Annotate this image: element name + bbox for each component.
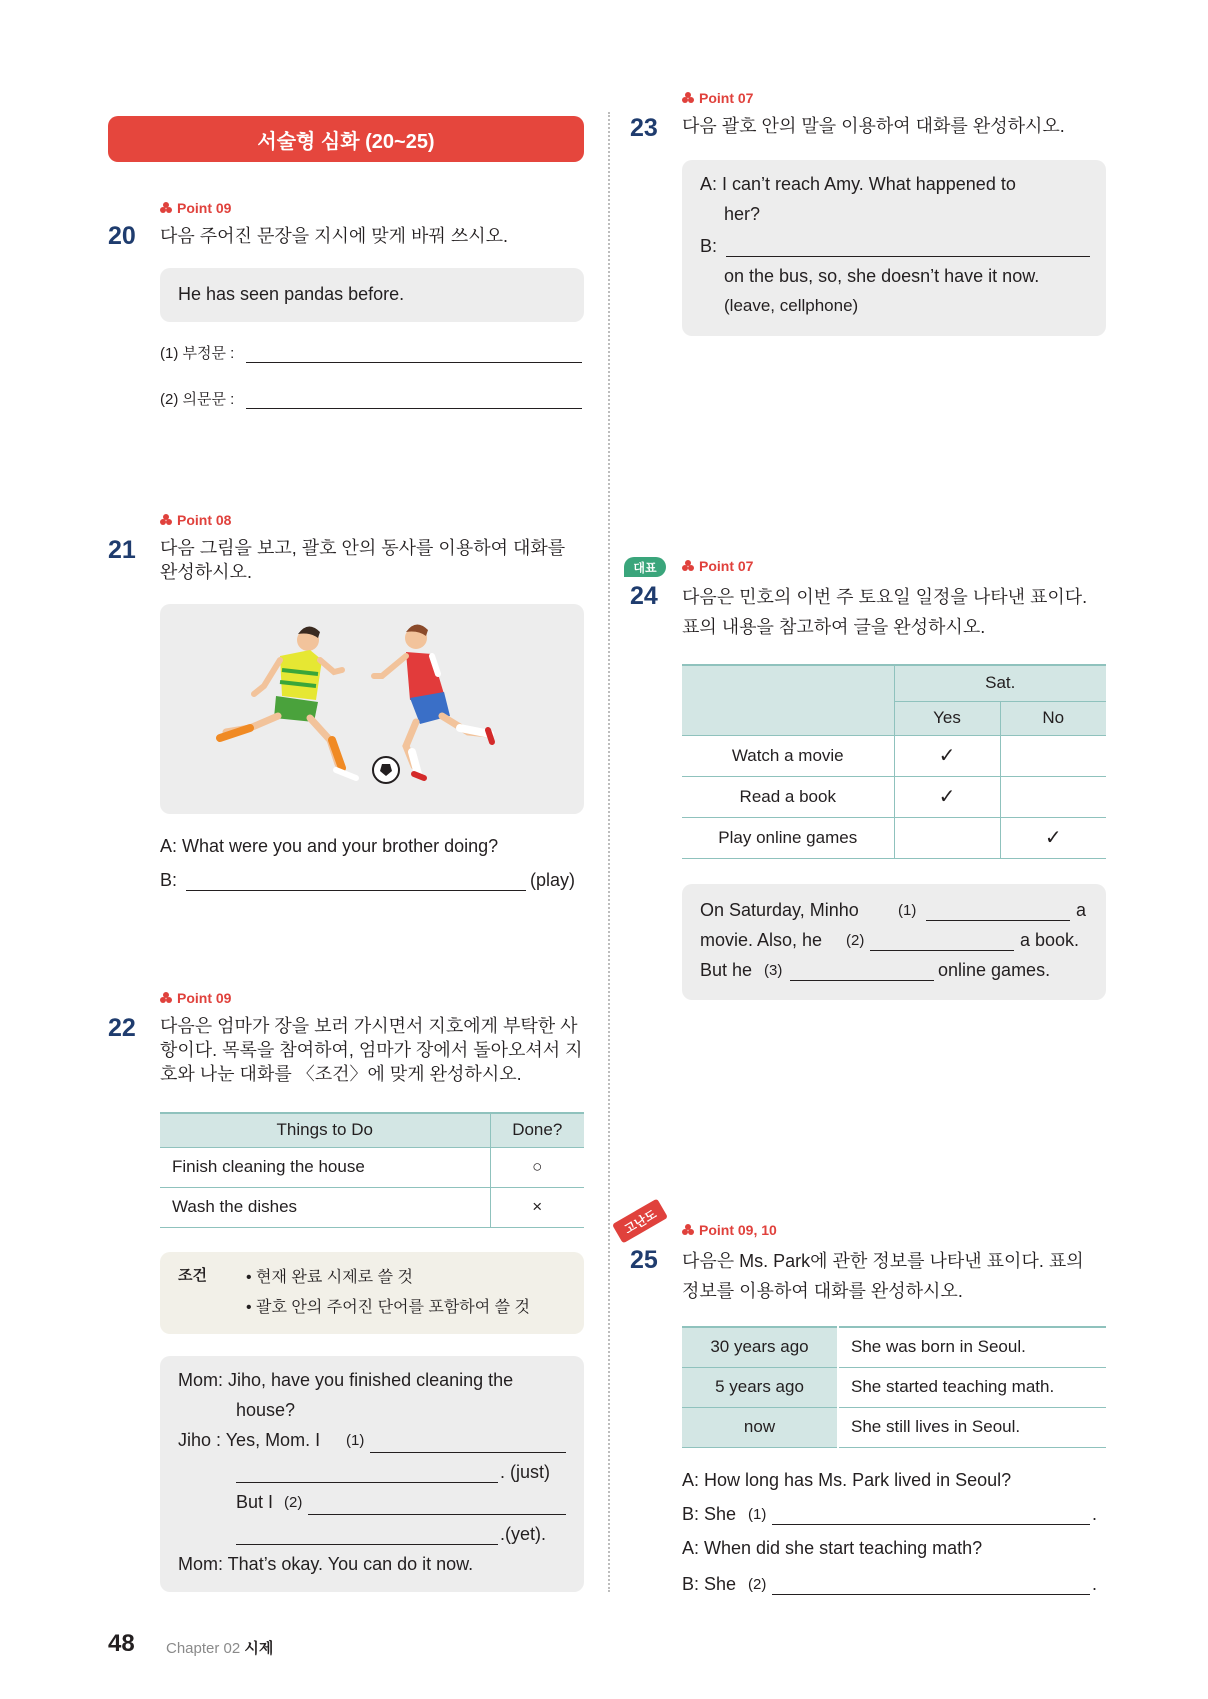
table-row xyxy=(160,1187,584,1227)
point-icon xyxy=(160,514,173,526)
dialog-line: A: How long has Ms. Park lived in Seoul? xyxy=(682,1470,1012,1490)
chapter-label xyxy=(166,1637,273,1658)
point-label: Point 07 xyxy=(699,558,754,574)
no-cell xyxy=(1000,735,1106,776)
item-label-question: (2) 의문문 : xyxy=(160,391,235,408)
period: . xyxy=(1092,1574,1098,1594)
dialog-line: Jiho : Yes, Mom. I xyxy=(178,1430,321,1450)
answer-blank[interactable] xyxy=(772,1524,1090,1525)
task-cell: Wash the dishes xyxy=(160,1187,490,1227)
question-line: 다음은 엄마가 장을 보러 가시면서 지호에게 부탁한 사 xyxy=(160,1016,578,1036)
blank-number: (1) xyxy=(898,902,917,919)
question-line: 다음은 민호의 이번 주 토요일 일정을 나타낸 표이다. xyxy=(682,587,1088,607)
table-row xyxy=(682,776,1106,817)
point-label: Point 07 xyxy=(699,90,754,106)
answer-blank[interactable] xyxy=(790,980,934,981)
yes-cell xyxy=(894,817,1000,858)
time-cell: now xyxy=(682,1407,838,1447)
dialog-line: on the bus, so, she doesn’t have it now. xyxy=(724,266,1040,286)
answer-blank[interactable] xyxy=(772,1594,1090,1595)
point-tag-24 xyxy=(682,558,753,574)
representative-badge: 대표 xyxy=(624,557,666,577)
info-cell: She started teaching math. xyxy=(838,1367,1106,1407)
yes-cell: ✓ xyxy=(894,735,1000,776)
schedule-table xyxy=(682,664,1106,859)
blank-number: (1) xyxy=(346,1432,365,1449)
answer-blank[interactable] xyxy=(236,1482,498,1483)
dialog-line: Mom: Jiho, have you finished cleaning the xyxy=(178,1370,514,1390)
text-line: online games. xyxy=(938,960,1051,980)
column-divider xyxy=(608,112,610,1592)
dialog-line: A: When did she start teaching math? xyxy=(682,1538,983,1558)
question-number: 21 xyxy=(108,536,136,564)
point-label: Point 09 xyxy=(177,200,232,216)
header-done: Done? xyxy=(490,1113,584,1147)
table-row xyxy=(682,735,1106,776)
question-number: 23 xyxy=(630,114,658,142)
dialog-line: But I xyxy=(236,1492,274,1512)
question-line: 다음은 Ms. Park에 관한 정보를 나타낸 표이다. 표의 xyxy=(682,1251,1084,1271)
point-tag-21 xyxy=(160,512,231,528)
table-row xyxy=(682,1327,1106,1367)
blank-number: (2) xyxy=(748,1576,767,1593)
activity-cell: Watch a movie xyxy=(682,735,894,776)
header-no: No xyxy=(1000,701,1106,735)
done-cell: × xyxy=(490,1187,584,1227)
point-icon xyxy=(682,1224,695,1236)
yes-cell: ✓ xyxy=(894,776,1000,817)
table-row xyxy=(682,817,1106,858)
point-icon xyxy=(682,560,695,572)
dialog-b-label: B: She xyxy=(682,1504,737,1524)
point-label: Point 08 xyxy=(177,512,232,528)
soccer-players-illustration xyxy=(160,604,584,814)
question-number: 22 xyxy=(108,1014,136,1042)
period: . xyxy=(1092,1504,1098,1524)
answer-blank[interactable] xyxy=(186,890,526,891)
question-line: 다음 그림을 보고, 괄호 안의 동사를 이용하여 대화를 xyxy=(160,538,566,558)
dialog-line: A: I can’t reach Amy. What happened to xyxy=(700,174,1016,194)
point-tag-20 xyxy=(160,200,231,216)
question-text: 다음 괄호 안의 말을 이용하여 대화를 완성하시오. xyxy=(682,116,1065,136)
task-cell: Finish cleaning the house xyxy=(160,1147,490,1187)
text-line: a book. xyxy=(1020,930,1080,950)
hint-text: .(yet). xyxy=(500,1524,547,1544)
point-tag-23 xyxy=(682,90,753,106)
point-label: Point 09 xyxy=(177,990,232,1006)
no-cell xyxy=(1000,776,1106,817)
no-cell: ✓ xyxy=(1000,817,1106,858)
given-sentence: He has seen pandas before. xyxy=(178,284,405,304)
answer-blank[interactable] xyxy=(726,256,1090,257)
info-cell: She still lives in Seoul. xyxy=(838,1407,1106,1447)
point-icon xyxy=(682,92,695,104)
header-things: Things to Do xyxy=(160,1113,490,1147)
blank-number: (3) xyxy=(764,962,783,979)
dialog-line: her? xyxy=(724,204,761,224)
text-line: But he xyxy=(700,960,753,980)
answer-blank[interactable] xyxy=(246,362,582,363)
activity-cell: Read a book xyxy=(682,776,894,817)
question-number: 20 xyxy=(108,222,136,250)
answer-blank[interactable] xyxy=(308,1514,566,1515)
point-icon xyxy=(160,992,173,1004)
dialog-b-label: B: xyxy=(700,236,718,256)
question-line: 정보를 이용하여 대화를 완성하시오. xyxy=(682,1281,963,1301)
question-text xyxy=(160,536,584,584)
chapter-title: 시제 xyxy=(244,1640,274,1657)
item-label-negative: (1) 부정문 : xyxy=(160,345,235,362)
illustration-box xyxy=(160,604,584,814)
question-line: 항이다. 목록을 참여하여, 엄마가 장에서 돌아오셔서 지 xyxy=(160,1040,583,1060)
info-cell: She was born in Seoul. xyxy=(838,1327,1106,1367)
table-row xyxy=(682,1367,1106,1407)
question-text xyxy=(682,1246,1106,1306)
dialog-line-a: A: What were you and your brother doing? xyxy=(160,836,499,856)
difficulty-badge: 고난도 xyxy=(612,1198,668,1243)
todo-table xyxy=(160,1112,584,1228)
table-row xyxy=(682,1407,1106,1447)
question-number: 25 xyxy=(630,1246,658,1274)
blank-number: (2) xyxy=(284,1494,303,1511)
question-text xyxy=(160,1014,584,1086)
dialog-line: house? xyxy=(236,1400,296,1420)
time-cell: 30 years ago xyxy=(682,1327,838,1367)
time-cell: 5 years ago xyxy=(682,1367,838,1407)
text-line: movie. Also, he xyxy=(700,930,823,950)
condition-label: 조건 xyxy=(178,1267,207,1284)
condition-item: • 현재 완료 시제로 쓸 것 xyxy=(246,1269,413,1286)
question-number: 24 xyxy=(630,582,658,610)
question-line: 호와 나눈 대화를 〈조건〉에 맞게 완성하시오. xyxy=(160,1064,522,1084)
question-text xyxy=(682,582,1106,642)
chapter-number: Chapter 02 xyxy=(166,1640,241,1657)
hint-text: (leave, cellphone) xyxy=(724,296,859,315)
text-line: a xyxy=(1076,900,1087,920)
text-line: On Saturday, Minho xyxy=(700,900,859,920)
blank-number: (2) xyxy=(846,932,865,949)
header-day: Sat. xyxy=(894,665,1106,701)
dialog-b-label: B: She xyxy=(682,1574,737,1594)
answer-blank[interactable] xyxy=(246,408,582,409)
hint-text: . (just) xyxy=(500,1462,551,1482)
info-table xyxy=(682,1326,1106,1448)
blank-number: (1) xyxy=(748,1506,767,1523)
answer-blank[interactable] xyxy=(236,1544,498,1545)
table-row xyxy=(160,1147,584,1187)
page-number: 48 xyxy=(108,1630,135,1657)
question-line: 완성하시오. xyxy=(160,562,252,582)
point-tag-25 xyxy=(682,1222,777,1238)
dialog-line: Mom: That’s okay. You can do it now. xyxy=(178,1554,474,1574)
answer-blank[interactable] xyxy=(370,1452,566,1453)
section-banner: 서술형 심화 (20~25) xyxy=(108,116,584,162)
done-cell: ○ xyxy=(490,1147,584,1187)
dialog-b-label: B: xyxy=(160,870,178,890)
point-label: Point 09, 10 xyxy=(699,1222,777,1238)
answer-blank[interactable] xyxy=(926,920,1070,921)
empty-header xyxy=(682,665,894,735)
point-tag-22 xyxy=(160,990,231,1006)
point-icon xyxy=(160,202,173,214)
question-line: 표의 내용을 참고하여 글을 완성하시오. xyxy=(682,617,986,637)
answer-blank[interactable] xyxy=(870,950,1014,951)
hint-text: (play) xyxy=(530,870,576,890)
condition-item: • 괄호 안의 주어진 단어를 포함하여 쓸 것 xyxy=(246,1299,531,1316)
header-yes: Yes xyxy=(894,701,1000,735)
activity-cell: Play online games xyxy=(682,817,894,858)
question-text: 다음 주어진 문장을 지시에 맞게 바꿔 쓰시오. xyxy=(160,226,508,246)
